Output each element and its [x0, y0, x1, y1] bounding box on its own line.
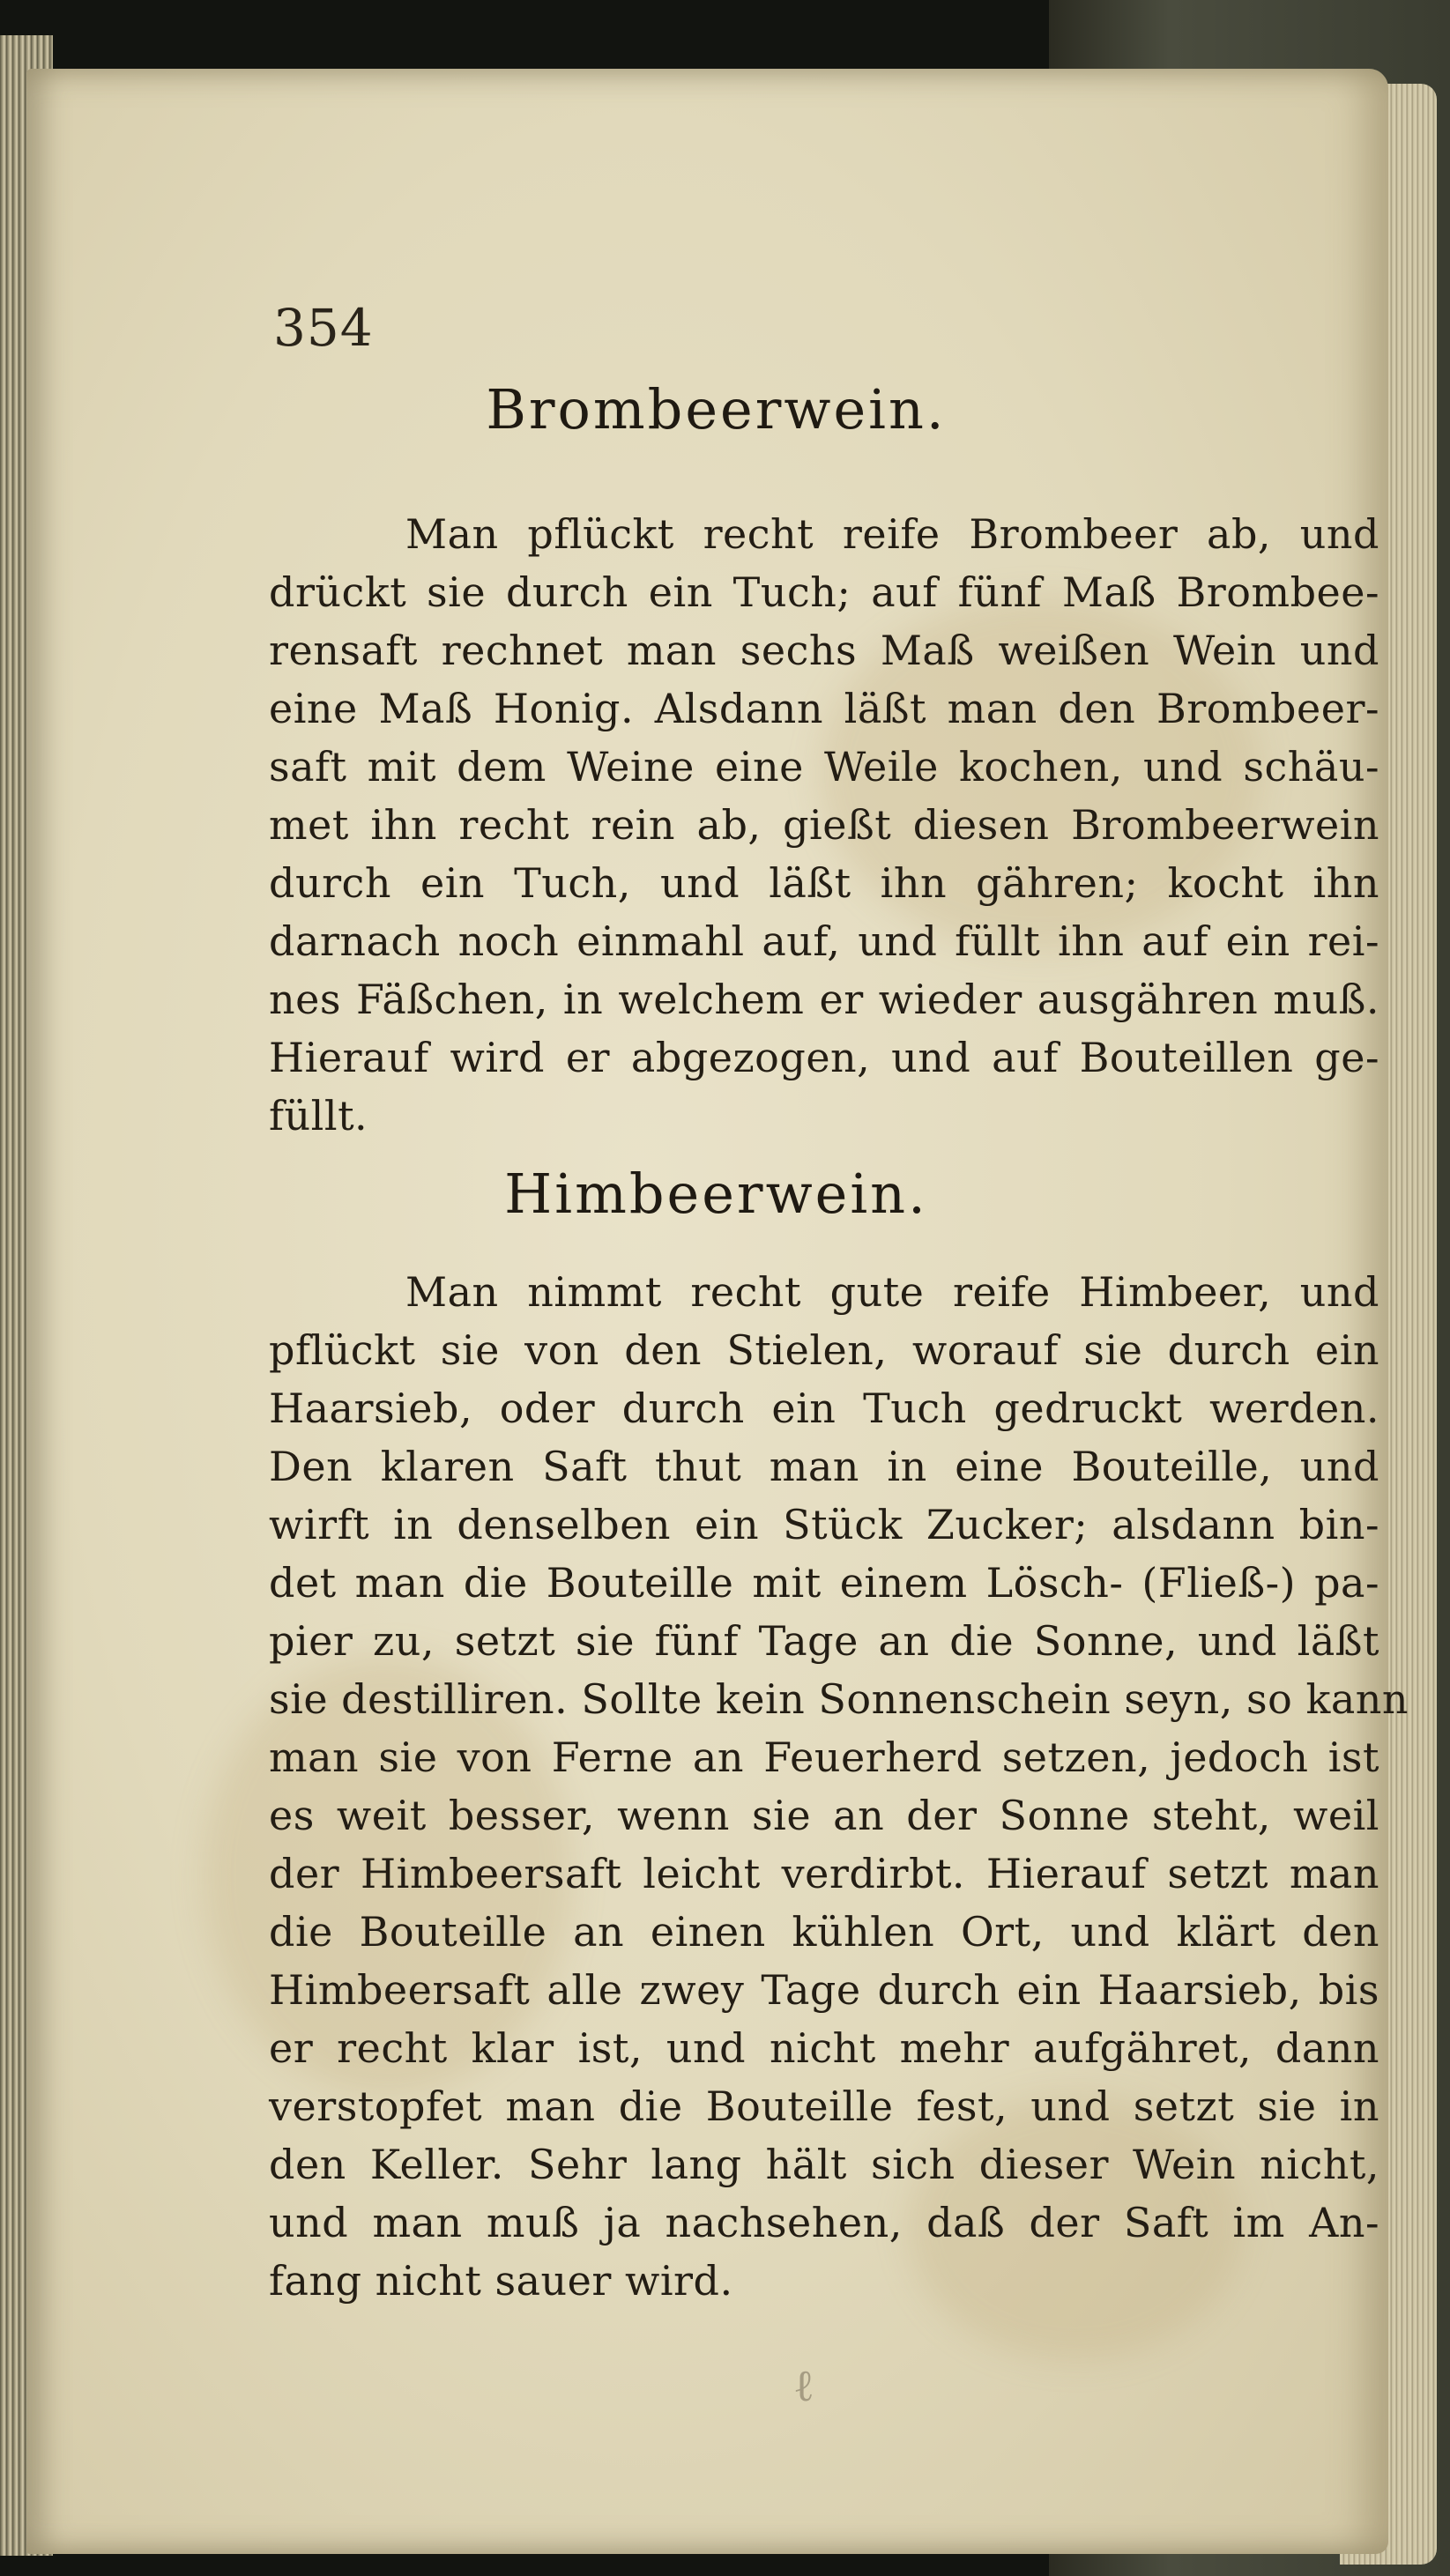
text-line: det man die Bouteille mit einem Lösch- (Fließ-) pa-	[269, 1559, 1379, 1607]
text-line: füllt.	[269, 1092, 368, 1140]
page-number: 354	[273, 298, 374, 358]
text-line: die Bouteille an einen kühlen Ort, und klärt den	[269, 1908, 1379, 1956]
text-line: es weit besser, wenn sie an der Sonne steht, weil	[269, 1792, 1379, 1839]
text-line: rensaft rechnet man sechs Maß weißen Wein und	[269, 627, 1379, 674]
section-heading-brombeerwein: Brombeerwein.	[486, 377, 947, 442]
text-line: Man nimmt recht gute reife Himbeer, und	[405, 1268, 1379, 1316]
text-line: der Himbeersaft leicht verdirbt. Hierauf setzt man	[269, 1850, 1379, 1897]
text-line: met ihn recht rein ab, gießt diesen Brombeerwein	[269, 801, 1379, 849]
text-line: wirft in denselben ein Stück Zucker; alsdann bin-	[269, 1501, 1379, 1548]
text-line: Den klaren Saft thut man in eine Bouteille, und	[269, 1443, 1379, 1490]
section-body-brombeerwein	[269, 505, 1379, 1145]
book-page	[26, 69, 1409, 2554]
text-line: pflückt sie von den Stielen, worauf sie durch ein	[269, 1326, 1379, 1374]
text-line: den Keller. Sehr lang hält sich dieser Wein nicht,	[269, 2141, 1379, 2188]
section-body-himbeerwein	[269, 1263, 1409, 2310]
text-line: eine Maß Honig. Alsdann läßt man den Brombeer-	[269, 685, 1379, 732]
text-line: Man pflückt recht reife Brombeer ab, und	[405, 510, 1379, 558]
text-line: pier zu, setzt sie fünf Tage an die Sonne, und läßt	[269, 1617, 1379, 1665]
text-line: Haarsieb, oder durch ein Tuch gedruckt werden.	[269, 1385, 1379, 1432]
text-line: nes Fäßchen, in welchem er wieder ausgähren muß.	[269, 976, 1379, 1023]
text-line: man sie von Ferne an Feuerherd setzen, jedoch ist	[269, 1733, 1379, 1781]
printer-mark: ℓ	[793, 2360, 814, 2411]
section-heading-himbeerwein: Himbeerwein.	[504, 1162, 928, 1226]
text-line: Hierauf wird er abgezogen, und auf Bouteillen ge-	[269, 1034, 1379, 1081]
text-line: drückt sie durch ein Tuch; auf fünf Maß Brombee-	[269, 568, 1379, 616]
text-line: durch ein Tuch, und läßt ihn gähren; kocht ihn	[269, 859, 1379, 907]
text-line: er recht klar ist, und nicht mehr aufgähret, dann	[269, 2024, 1379, 2072]
text-line: verstopfet man die Bouteille fest, und setzt sie in	[269, 2082, 1379, 2130]
text-line: Himbeersaft alle zwey Tage durch ein Haarsieb, bis	[269, 1966, 1379, 2014]
text-line: darnach noch einmahl auf, und füllt ihn auf ein rei-	[269, 917, 1379, 965]
text-line: fang nicht sauer wird.	[269, 2257, 733, 2305]
text-line: und man muß ja nachsehen, daß der Saft im An-	[269, 2199, 1379, 2246]
text-line: sie destilliren. Sollte kein Sonnenschein seyn, so kann	[269, 1675, 1409, 1723]
text-line: saft mit dem Weine eine Weile kochen, und schäu-	[269, 743, 1379, 791]
